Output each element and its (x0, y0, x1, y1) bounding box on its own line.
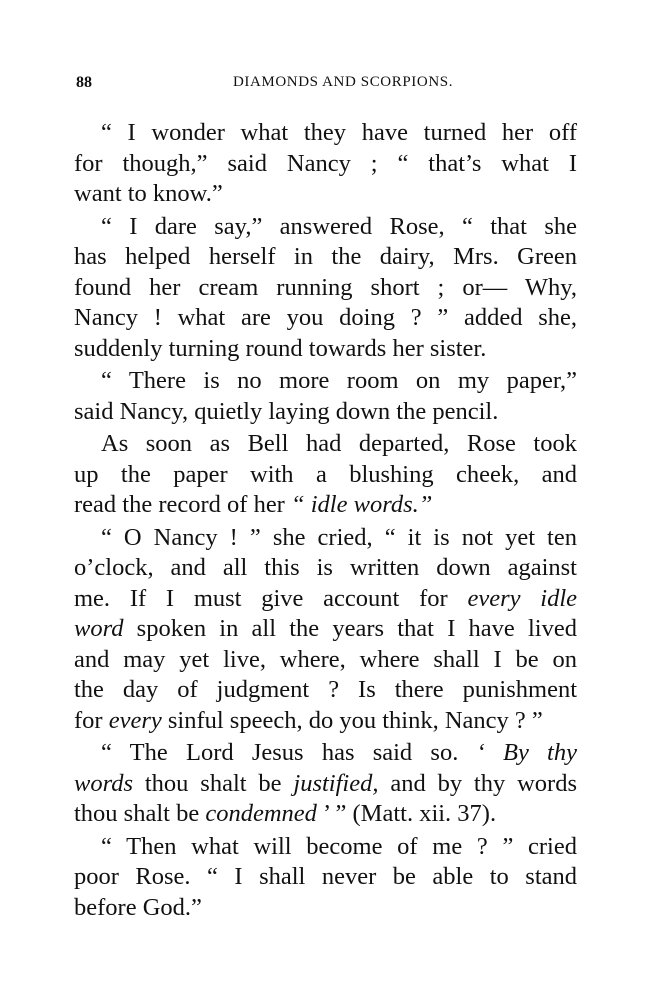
text-line: want to know.” (74, 180, 223, 207)
paragraph (74, 832, 577, 924)
paragraph (74, 366, 577, 427)
text-line (74, 614, 577, 645)
italic-run: every (108, 706, 162, 734)
text-line (74, 769, 577, 800)
text-line: found her cream running short ; or— Why, (74, 273, 577, 301)
page-header (76, 74, 578, 96)
text-line: has helped herself in the dairy, Mrs. Green (74, 243, 577, 270)
text-line (74, 799, 577, 830)
text-run: ’ ” (Matt. xii. 37). (316, 800, 497, 827)
text-line (74, 738, 577, 769)
text-line: As soon as Bell had departed, Rose took (101, 430, 577, 457)
text-line: up the paper with a blushing cheek, and (74, 460, 577, 488)
italic-run: every idle (467, 584, 578, 612)
italic-run: word (74, 615, 124, 642)
text-run: me. If I must give account for (74, 584, 468, 612)
italic-run: ‘ By thy (476, 739, 577, 766)
text-run: thou shalt be (74, 800, 206, 827)
text-line: “ I wonder what they have turned her off (101, 119, 577, 146)
text-line (74, 490, 577, 521)
text-line: poor Rose. “ I shall never be able to stand (74, 863, 577, 890)
paragraph (74, 523, 577, 737)
paragraph (74, 429, 577, 521)
text-line: for though,” said Nancy ; “ that’s what I (74, 149, 577, 177)
text-line: and may yet live, where, where shall I be on (74, 645, 577, 673)
text-run: thou shalt be (133, 769, 294, 797)
text-run: sinful speech, do you think, Nancy ? ” (161, 706, 543, 734)
text-line: Nancy ! what are you doing ? ” added she, (74, 304, 577, 331)
page-number: 88 (76, 74, 92, 91)
text-line: “ O Nancy ! ” she cried, “ it is not yet ten (101, 523, 577, 551)
text-line: before God.” (74, 893, 202, 921)
page-body (74, 118, 577, 925)
text-line (74, 706, 577, 737)
text-run: and by thy words (378, 769, 577, 797)
italic-run: words (74, 769, 134, 797)
text-run: read the record of her (74, 491, 291, 518)
text-line: “ There is no more room on my paper,” (101, 367, 577, 394)
text-line: suddenly turning round towards her sister. (74, 334, 487, 362)
text-line: o’clock, and all this is written down against (74, 554, 577, 581)
italic-run: “ idle words.” (290, 491, 433, 518)
text-line: the day of judgment ? Is there punishment (74, 676, 577, 703)
paragraph (74, 738, 577, 830)
italic-run: condemned (205, 800, 317, 827)
running-title: DIAMONDS AND SCORPIONS. (232, 74, 454, 90)
text-run: for (74, 706, 109, 734)
paragraph (74, 118, 577, 210)
text-line: said Nancy, quietly laying down the pencil. (74, 397, 499, 425)
italic-run: justified, (293, 769, 379, 797)
text-line: “ Then what will become of me ? ” cried (101, 832, 577, 860)
text-run: “ The Lord Jesus has said so. (101, 739, 477, 766)
text-line: “ I dare say,” answered Rose, “ that she (101, 212, 577, 240)
text-run: spoken in all the years that I have lived (123, 615, 577, 642)
text-line (74, 584, 577, 615)
paragraph (74, 212, 577, 365)
